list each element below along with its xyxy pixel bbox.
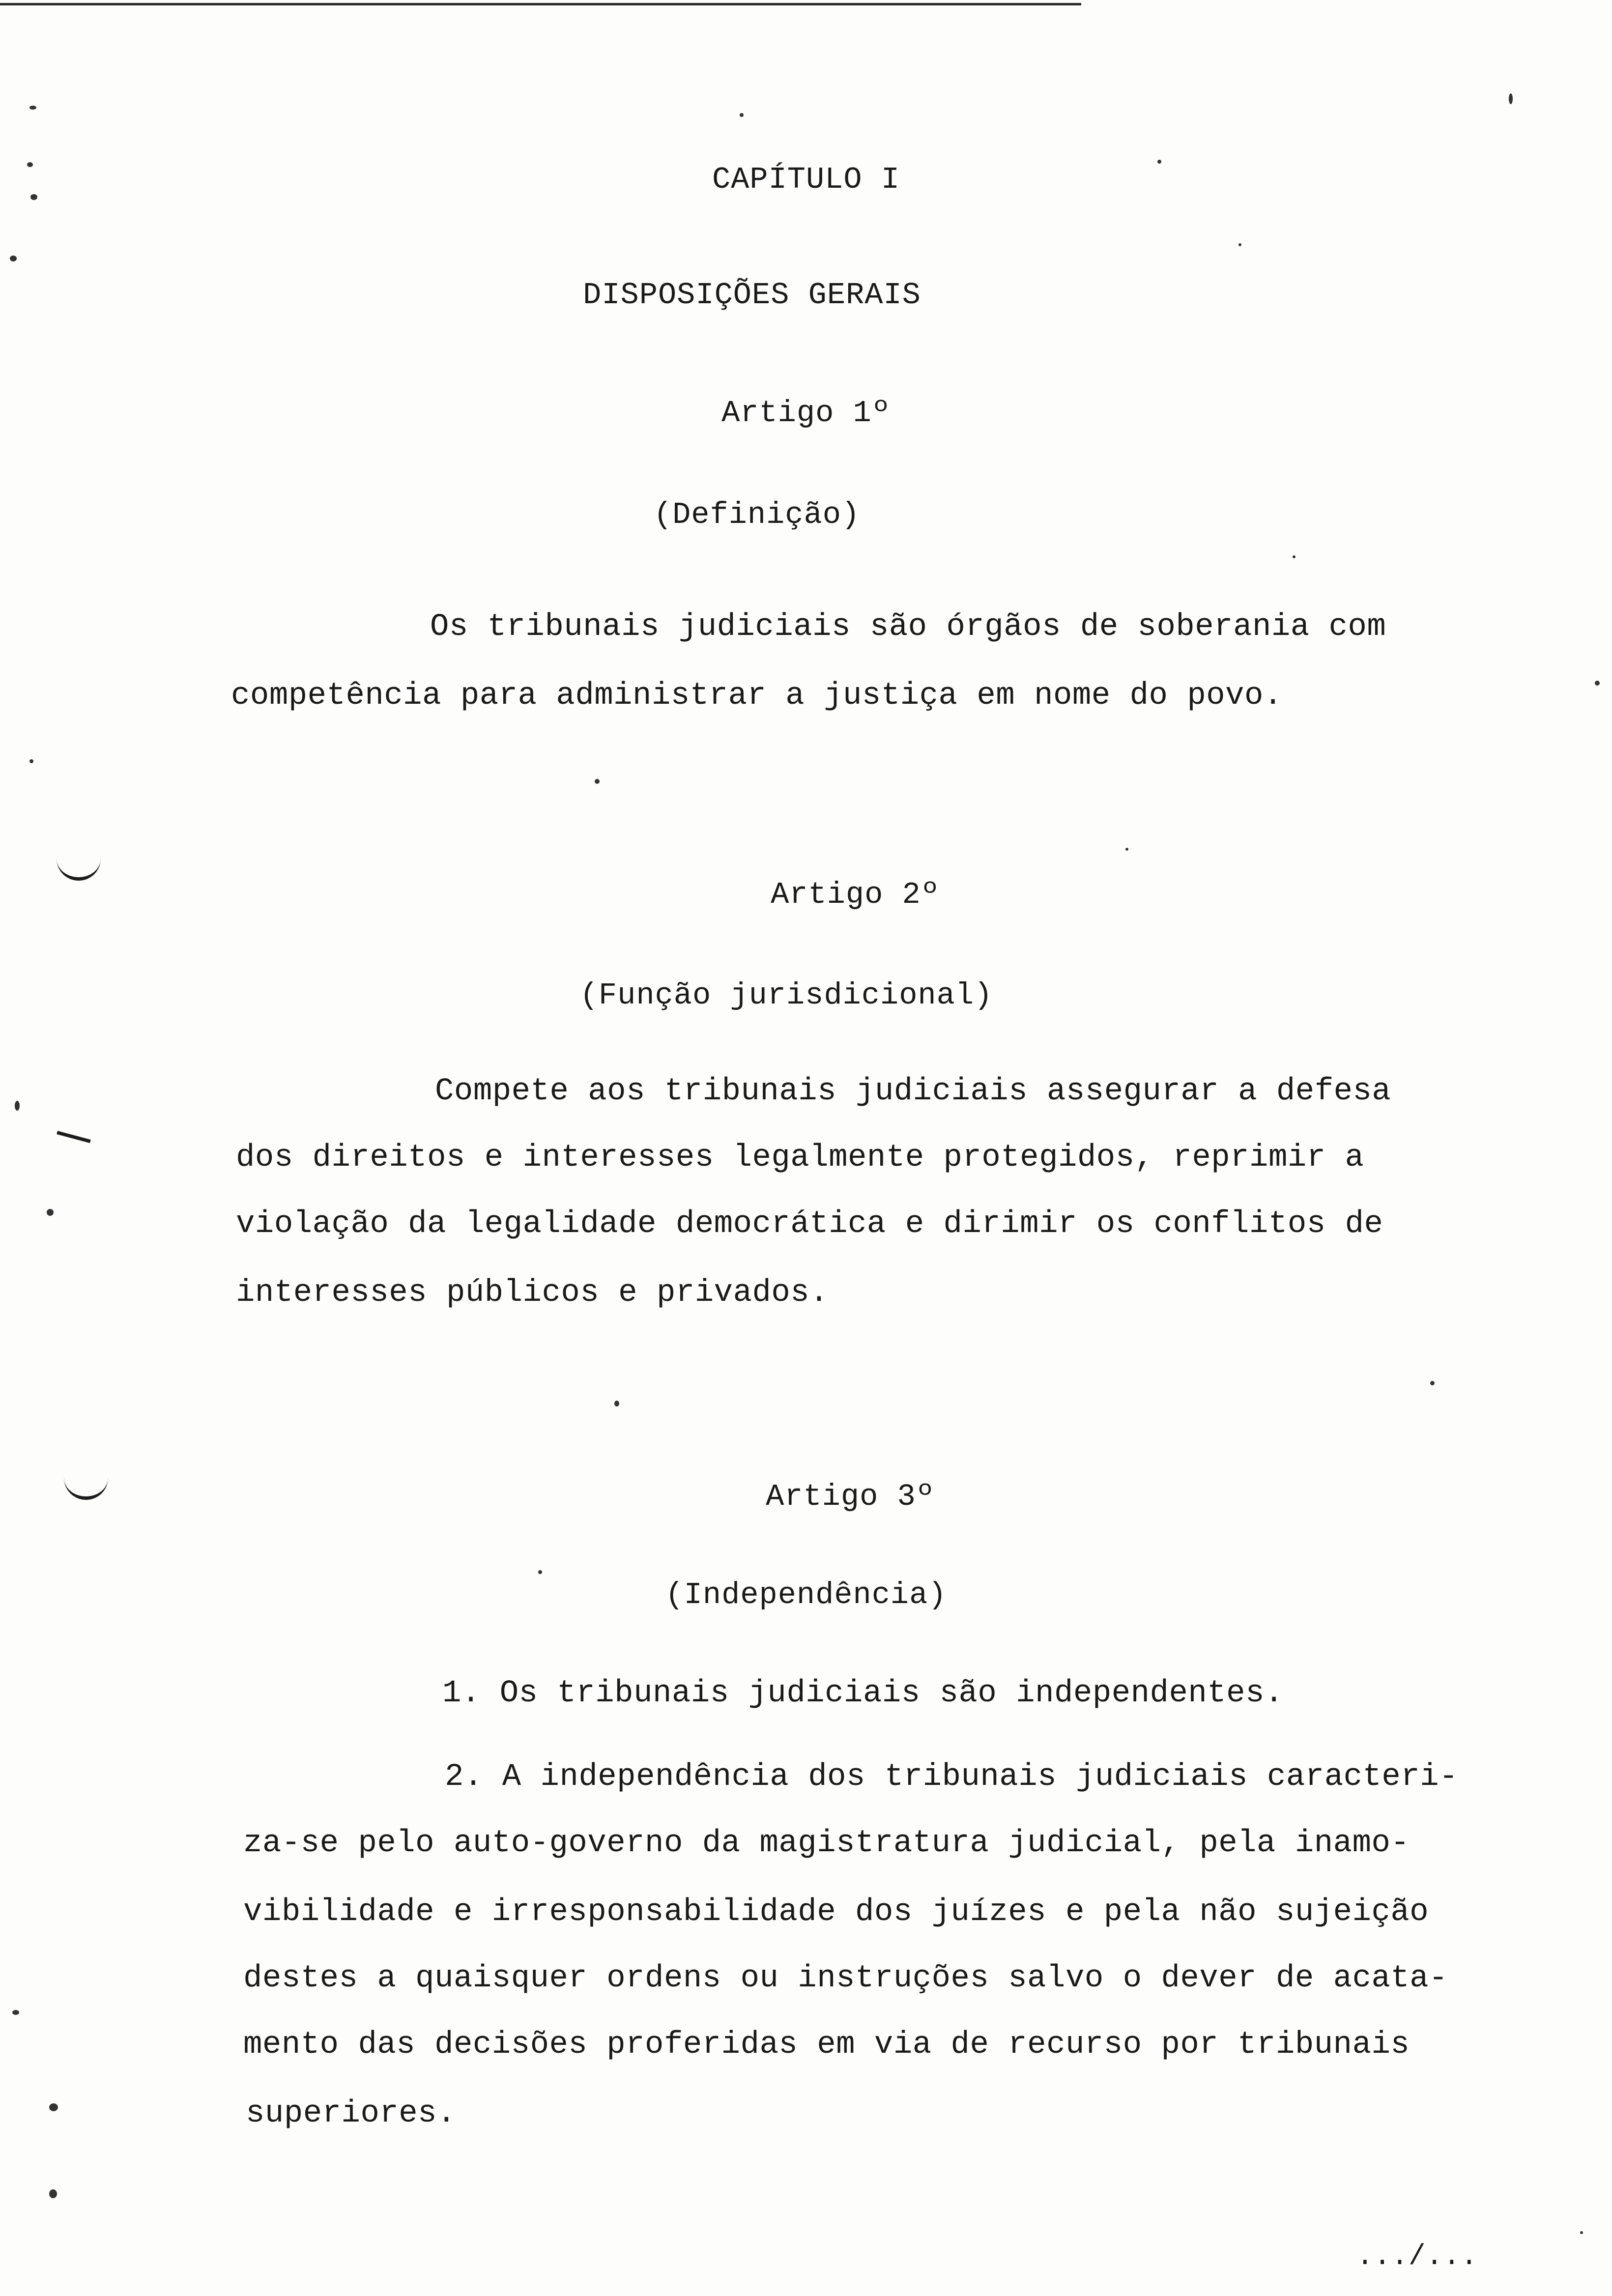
top-border-line xyxy=(0,3,1081,5)
article-3-line-7: superiores. xyxy=(246,2096,456,2131)
article-3-line-1: 1. Os tribunais judiciais são independentes. xyxy=(442,1676,1284,1711)
article-3-line-6: mento das decisões proferidas em via de recurso por tribunais xyxy=(243,2027,1410,2063)
scan-speck xyxy=(1430,1381,1435,1385)
margin-dash-mark xyxy=(57,1131,90,1143)
scan-speck xyxy=(10,256,17,261)
scan-speck xyxy=(1509,93,1513,104)
scan-speck xyxy=(538,1570,542,1574)
chapter-subtitle: DISPOSIÇÕES GERAIS xyxy=(583,278,921,313)
article-2-number: Artigo 2º xyxy=(771,877,940,912)
article-2-heading: (Função jurisdicional) xyxy=(579,978,993,1013)
scan-speck xyxy=(1580,2231,1583,2234)
scan-speck xyxy=(1125,848,1128,851)
scan-speck xyxy=(740,113,744,117)
scan-speck xyxy=(1238,243,1241,246)
scan-speck xyxy=(30,194,37,200)
scan-speck xyxy=(12,2010,19,2015)
continuation-mark: .../... xyxy=(1356,2241,1478,2273)
scan-speck xyxy=(614,1401,619,1406)
scan-speck xyxy=(1157,160,1161,164)
article-2-line-2: dos direitos e interesses legalmente protegidos, reprimir a xyxy=(236,1140,1364,1176)
article-3-line-5: destes a quaisquer ordens ou instruções salvo o dever de acata- xyxy=(243,1961,1448,1996)
article-1-line-2: competência para administrar a justiça em nome do povo. xyxy=(231,678,1283,714)
article-3-line-3: za-se pelo auto-governo da magistratura judicial, pela inamo- xyxy=(243,1826,1410,1861)
article-3-line-2: 2. A independência dos tribunais judiciais caracteri- xyxy=(445,1759,1459,1795)
chapter-title: CAPÍTULO I xyxy=(712,162,900,197)
scan-speck xyxy=(595,779,600,784)
scan-speck xyxy=(29,759,33,763)
article-3-line-4: vibilidade e irresponsabilidade dos juízes e pela não sujeição xyxy=(243,1894,1429,1930)
scan-speck xyxy=(27,162,33,167)
scan-speck xyxy=(47,1209,54,1216)
article-1-line-1: Os tribunais judiciais são órgãos de soberania com xyxy=(430,609,1386,645)
scan-speck xyxy=(1293,555,1295,558)
article-2-line-3: violação da legalidade democrática e dirimir os conflitos de xyxy=(236,1206,1383,1242)
scan-speck xyxy=(1595,681,1600,686)
scan-speck xyxy=(15,1101,20,1111)
article-2-line-1: Compete aos tribunais judiciais assegurar a defesa xyxy=(435,1074,1391,1109)
article-2-line-4: interesses públicos e privados. xyxy=(236,1275,829,1311)
article-1-heading: (Definição) xyxy=(653,497,861,532)
scan-speck xyxy=(49,2189,57,2198)
article-1-number: Artigo 1º xyxy=(721,396,891,430)
article-3-heading: (Independência) xyxy=(665,1578,947,1612)
scan-speck xyxy=(49,2103,58,2111)
article-3-number: Artigo 3º xyxy=(766,1479,935,1514)
scan-speck xyxy=(29,106,36,110)
